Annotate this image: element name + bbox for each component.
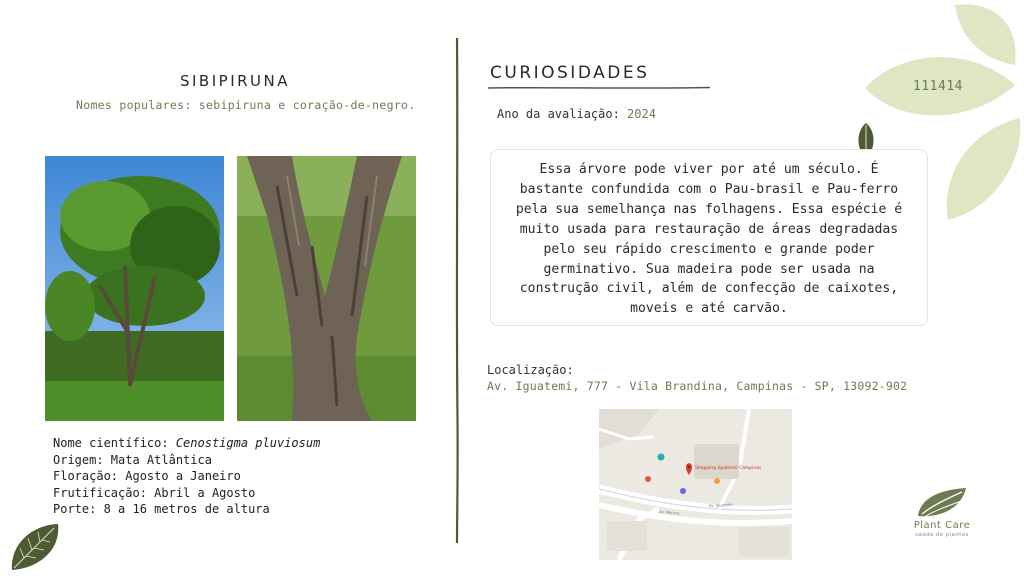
scientific-name-value: Cenostigma pluviosum	[175, 436, 321, 450]
flowering-row: Floração: Agosto a Janeiro	[53, 469, 241, 483]
evaluation-year	[497, 107, 656, 121]
location-label: Localização:	[487, 363, 574, 377]
size-row: Porte: 8 a 16 metros de altura	[53, 502, 270, 516]
tree-facts	[53, 435, 320, 518]
curiosities-text: Essa árvore pode viver por até um século. É bastante confundida com o Pau-brasil e Pau-ferro pela sua semelhança nas folhagens. Essa espécie é muito usada para restauração de áreas degradadas pelo seu rápido crescimento e grande poder germinativo. Sua madeira pode ser usada na construção civil, além de confecção de caixotes, moveis e até carvão.	[490, 149, 928, 326]
trunk-photo	[237, 156, 416, 421]
map-label-shopping: Shopping Iguatemi Campinas	[695, 466, 762, 471]
plant-care-logo	[914, 486, 970, 520]
plant-code: 111414	[913, 79, 963, 94]
vertical-divider	[455, 38, 459, 543]
location-map[interactable]	[599, 409, 792, 560]
year-label: Ano da avaliação:	[497, 107, 628, 121]
tree-photo	[45, 156, 224, 421]
brand-tagline: saúde de plantas	[915, 532, 969, 538]
fruiting-row: Frutificação: Abril a Agosto	[53, 485, 256, 500]
decorative-leaf-bottom-left	[6, 520, 64, 572]
tree-name: SIBIPIRUNA	[179, 72, 290, 90]
location-address[interactable]: Av. Iguatemi, 777 - Vila Brandina, Campinas - SP, 13092-902	[487, 379, 908, 393]
curiosities-title: CURIOSIDADES	[490, 63, 650, 83]
year-value: 2024	[627, 107, 656, 121]
popular-names: Nomes populares: sebipiruna e coração-de-negro.	[76, 98, 416, 112]
brand-name: Plant Care	[913, 520, 971, 531]
origin-row: Origem: Mata Atlântica	[53, 452, 212, 467]
map-label-iguatemi: Av. Iguatemi	[708, 501, 733, 508]
scientific-name-label: Nome científico:	[53, 436, 176, 450]
map-label-moraes: Av. Moraes	[658, 509, 680, 516]
title-underline	[488, 86, 710, 90]
scientific-name-row	[53, 435, 320, 452]
